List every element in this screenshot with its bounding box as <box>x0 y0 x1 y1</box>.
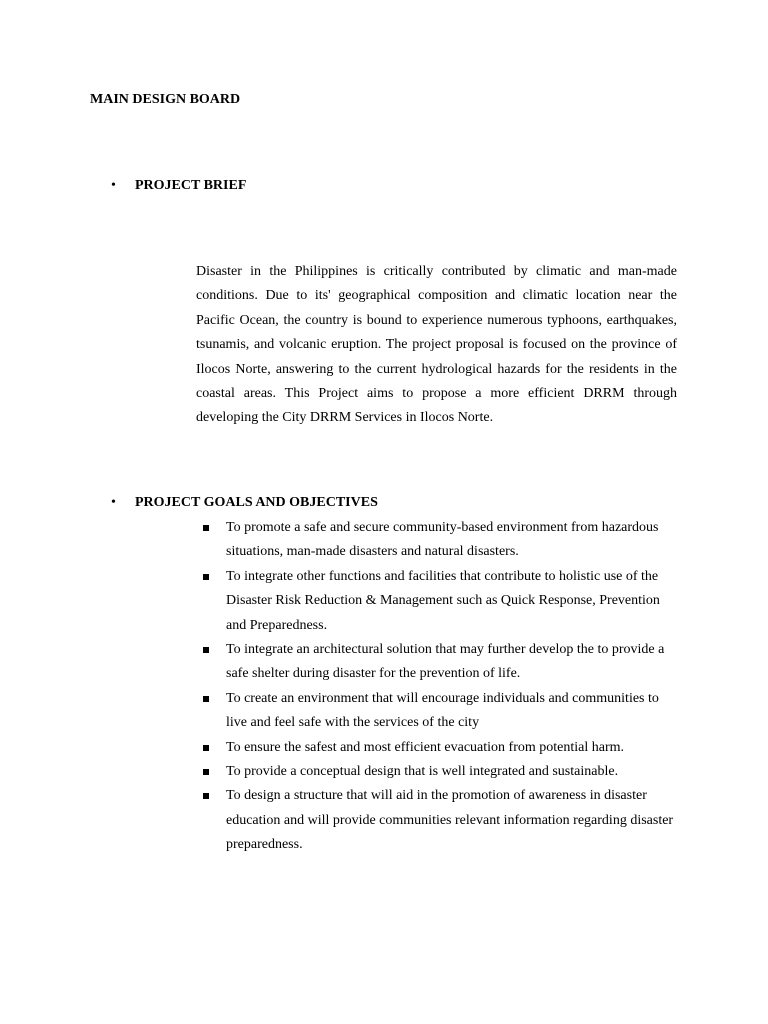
objective-item <box>200 638 680 687</box>
objective-item <box>200 687 680 736</box>
objective-text: To design a structure that will aid in the promotion of awareness in disaster education and will provide communities relevant information regarding disaster preparedness. <box>226 788 674 853</box>
objective-item <box>200 565 680 638</box>
square-bullet-icon <box>203 574 209 580</box>
square-bullet-icon <box>203 793 209 799</box>
objective-text: To provide a conceptual design that is well integrated and sustainable. <box>226 764 619 780</box>
objective-item <box>200 736 680 760</box>
objective-item <box>200 760 680 784</box>
project-goals-heading <box>111 495 378 511</box>
objectives-list <box>200 516 680 858</box>
square-bullet-icon <box>203 525 209 531</box>
project-brief-paragraph: Disaster in the Philippines is critically contributed by climatic and man-made conditions. Due to its' geographical composition and climatic location near the Pacific Ocean, the country is bound to experience numerous typhoons, earthquakes, tsunamis, and volcanic eruption. The project proposal is focused on the province of Ilocos Norte, answering to the current hydrological hazards for the residents in the coastal areas. This Project aims to propose a more efficient DRRM through developing the City DRRM Services in Ilocos Norte. <box>196 264 677 426</box>
objective-text: To promote a safe and secure community-based environment from hazardous situations, man-made disasters and natural disasters. <box>226 520 659 560</box>
square-bullet-icon <box>203 647 209 653</box>
square-bullet-icon <box>203 745 209 751</box>
objective-item <box>200 784 680 857</box>
objective-text: To create an environment that will encourage individuals and communities to live and feel safe with the services of the city <box>226 690 659 731</box>
square-bullet-icon <box>203 769 209 775</box>
project-brief-heading-label: PROJECT BRIEF <box>135 178 247 193</box>
project-goals-heading-label: PROJECT GOALS AND OBJECTIVES <box>135 495 378 510</box>
objective-text: To ensure the safest and most efficient evacuation from potential harm. <box>226 739 625 755</box>
objective-item <box>200 516 680 565</box>
bullet-icon: • <box>111 178 116 193</box>
project-brief-heading <box>111 178 246 194</box>
objective-text: To integrate other functions and facilities that contribute to holistic use of the Disaster Risk Reduction & Management such as Quick Response, Prevention and Preparedness. <box>226 568 660 633</box>
square-bullet-icon <box>203 696 209 702</box>
objective-text: To integrate an architectural solution that may further develop the to provide a safe shelter during disaster for the prevention of life. <box>226 642 665 682</box>
bullet-icon: • <box>111 495 116 510</box>
page-title: MAIN DESIGN BOARD <box>90 92 241 107</box>
